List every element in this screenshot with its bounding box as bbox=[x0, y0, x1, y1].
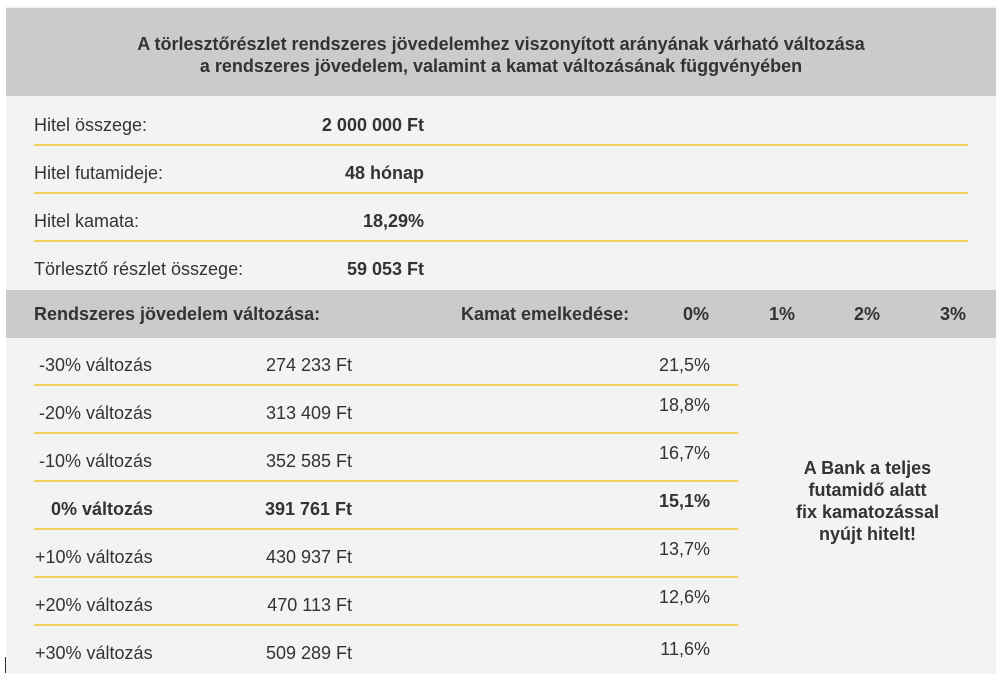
note-line: A Bank a teljes bbox=[803, 458, 932, 478]
income-change-label: +30% változás bbox=[35, 643, 153, 663]
note-line: nyújt hitelt! bbox=[819, 524, 916, 544]
loan-amount-label: Hitel összege: bbox=[34, 115, 148, 135]
installment-ratio: 21,5% bbox=[658, 355, 710, 375]
installment-value: 59 053 Ft bbox=[346, 259, 424, 279]
loan-rate-value: 18,29% bbox=[362, 211, 424, 231]
table-row bbox=[34, 578, 738, 626]
income-change-label: +20% változás bbox=[35, 595, 153, 615]
income-amount: 274 233 Ft bbox=[265, 355, 352, 375]
rate-increase-header: Kamat emelkedése: bbox=[461, 304, 630, 324]
table-row bbox=[34, 386, 738, 434]
table-row bbox=[34, 530, 738, 578]
installment-ratio: 16,7% bbox=[658, 443, 710, 463]
loan-amount-value: 2 000 000 Ft bbox=[321, 115, 424, 135]
note-line: fix kamatozással bbox=[795, 502, 940, 522]
note-line: futamidő alatt bbox=[808, 480, 927, 500]
income-amount: 313 409 Ft bbox=[265, 403, 352, 423]
installment-ratio: 15,1% bbox=[658, 491, 710, 511]
title-line-2: a rendszeres jövedelem, valamint a kamat változásának függvényében bbox=[199, 56, 803, 76]
income-change-label: -20% változás bbox=[39, 403, 153, 423]
installment-row bbox=[34, 242, 968, 290]
income-amount: 470 113 Ft bbox=[267, 595, 352, 615]
title-line-1: A törlesztőrészlet rendszeres jövedelemhez viszonyított arányának várható változása bbox=[137, 34, 865, 54]
loan-term-row bbox=[34, 146, 968, 194]
table-row bbox=[34, 434, 738, 482]
table-header bbox=[6, 290, 996, 338]
installment-ratio: 18,8% bbox=[658, 395, 710, 415]
rate-column-0: 0% bbox=[682, 304, 709, 324]
income-amount: 509 289 Ft bbox=[265, 643, 352, 663]
loan-amount-row bbox=[34, 98, 968, 146]
installment-label: Törlesztő részlet összege: bbox=[34, 259, 244, 279]
installment-ratio: 11,6% bbox=[660, 639, 710, 659]
loan-term-value: 48 hónap bbox=[344, 163, 424, 183]
fixed-rate-note bbox=[755, 457, 980, 545]
table-row bbox=[34, 482, 738, 530]
income-change-label: +10% változás bbox=[35, 547, 153, 567]
table-row bbox=[34, 626, 738, 674]
rate-column-1: 1% bbox=[768, 304, 795, 324]
installment-ratio: 12,6% bbox=[658, 587, 710, 607]
income-change-label: 0% változás bbox=[51, 499, 154, 519]
loan-rate-row bbox=[34, 194, 968, 242]
edge-mark bbox=[5, 657, 6, 673]
title-bar bbox=[6, 8, 996, 96]
income-change-header: Rendszeres jövedelem változása: bbox=[34, 304, 321, 324]
loan-rate-label: Hitel kamata: bbox=[34, 211, 140, 231]
table-row bbox=[34, 338, 738, 386]
loan-term-label: Hitel futamideje: bbox=[34, 163, 164, 183]
rate-column-2: 2% bbox=[853, 304, 880, 324]
income-change-label: -10% változás bbox=[39, 451, 153, 471]
income-amount: 352 585 Ft bbox=[265, 451, 352, 471]
income-amount: 391 761 Ft bbox=[264, 499, 352, 519]
rate-column-3: 3% bbox=[939, 304, 966, 324]
installment-ratio: 13,7% bbox=[658, 539, 710, 559]
income-change-label: -30% változás bbox=[39, 355, 153, 375]
income-amount: 430 937 Ft bbox=[265, 547, 352, 567]
